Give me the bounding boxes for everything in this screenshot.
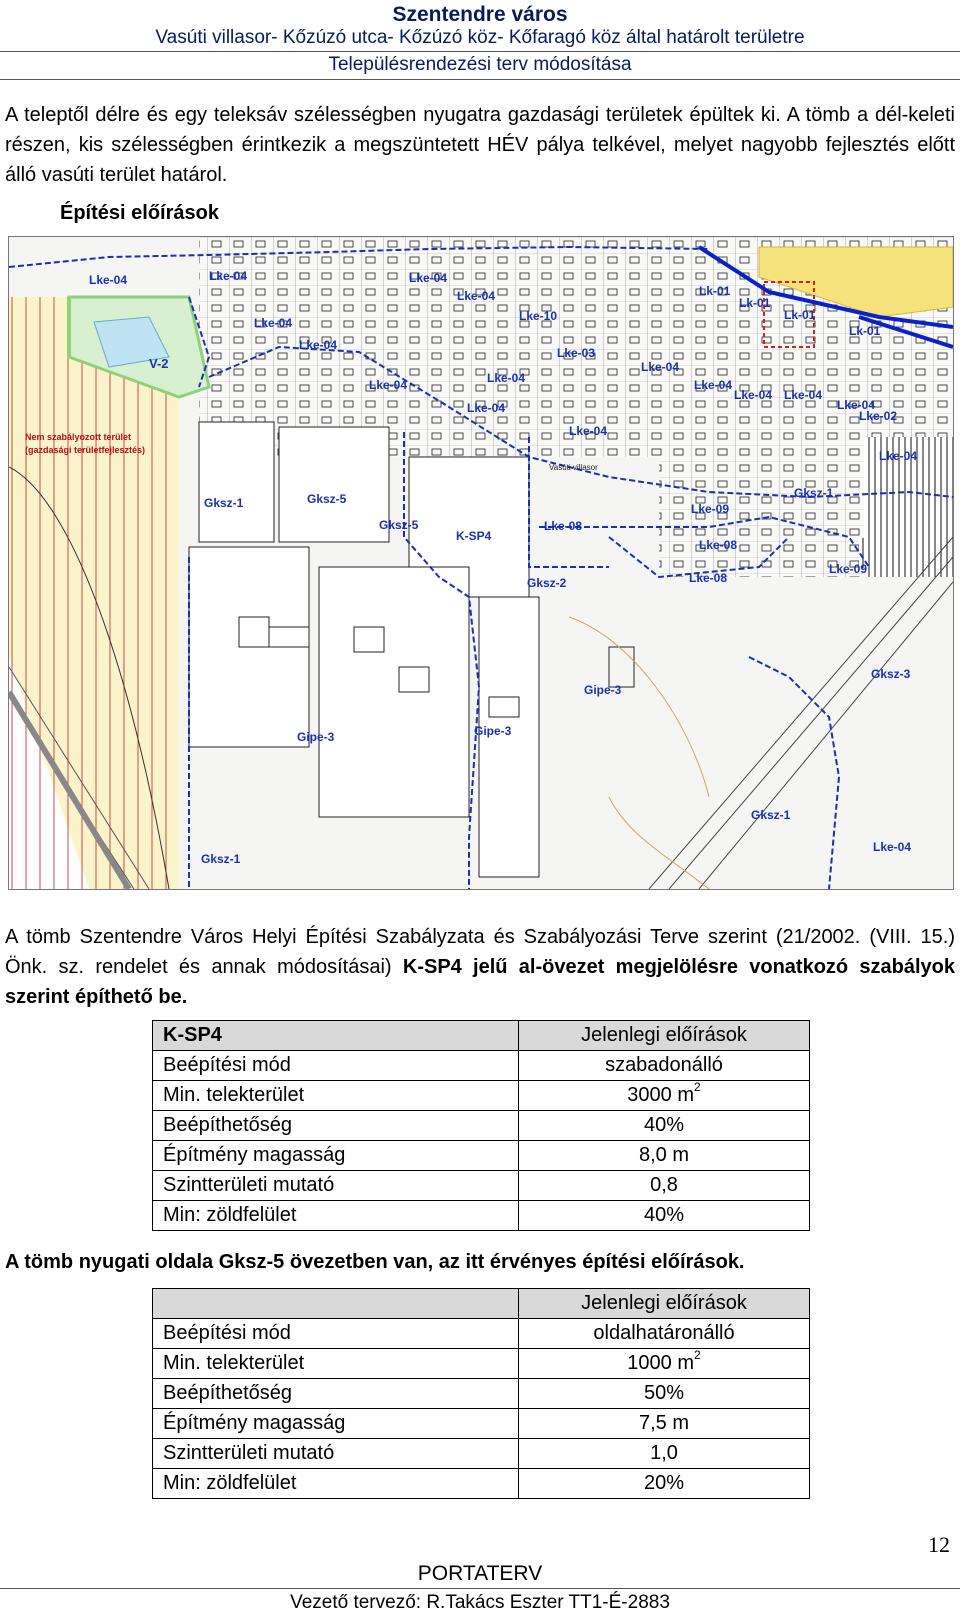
document-title: Szentendre város xyxy=(392,3,568,26)
table-cell-value: 40% xyxy=(519,1111,810,1141)
value-superscript: 2 xyxy=(694,1348,701,1362)
table-cell-value: 1,0 xyxy=(519,1439,810,1469)
table-cell-value: oldalhatáronálló xyxy=(519,1319,810,1349)
footer-designer: Vezető tervező: R.Takács Eszter TT1-É-2883 xyxy=(290,1592,670,1613)
map-label: Lk-01 xyxy=(849,324,881,338)
map-label: Lk-01 xyxy=(699,284,731,298)
value-text: 3000 m xyxy=(627,1084,695,1106)
table-cell-label: Építmény magasság xyxy=(153,1409,519,1439)
map-label: Lke-04 xyxy=(873,840,912,854)
table-header-row xyxy=(153,1289,810,1319)
map-label: Lke-04 xyxy=(641,360,680,374)
footer-company: PORTATERV xyxy=(417,1562,543,1585)
footer-divider xyxy=(0,1588,960,1589)
table-row xyxy=(153,1319,810,1349)
map-label: Lke-08 xyxy=(699,538,738,552)
regulation-paragraph xyxy=(5,922,955,1012)
map-label: Gipe-3 xyxy=(474,724,512,738)
map-label: K-SP4 xyxy=(456,529,492,543)
table-cell-label: Min. telekterület xyxy=(153,1349,519,1379)
map-label: Lke-04 xyxy=(209,269,248,283)
table-cell-label: Min: zöldfelület xyxy=(153,1201,519,1231)
table-cell-label: Építmény magasság xyxy=(153,1141,519,1171)
table-row xyxy=(153,1201,810,1231)
map-label: Lke-04 xyxy=(254,316,293,330)
table-cell-value: 7,5 m xyxy=(519,1409,810,1439)
table-row xyxy=(153,1171,810,1201)
map-label: Gksz-1 xyxy=(794,486,834,500)
map-label: Lke-04 xyxy=(89,273,128,287)
section-heading: Építési előírások xyxy=(60,202,219,224)
map-label: Lke-08 xyxy=(689,571,728,585)
map-label: Lke-04 xyxy=(569,424,608,438)
document-subtitle: Vasúti villasor- Kőzúzó utca- Kőzúzó köz- Kőfaragó köz által határolt területre xyxy=(155,27,805,48)
table-row xyxy=(153,1349,810,1379)
map-label: Lke-04 xyxy=(487,371,526,385)
map-label: Lke-04 xyxy=(369,378,408,392)
document-type: Településrendezési terv módosítása xyxy=(328,54,632,75)
table-row xyxy=(153,1379,810,1409)
map-label: Lke-09 xyxy=(691,502,730,516)
table-cell-value: 20% xyxy=(519,1469,810,1499)
table-row xyxy=(153,1409,810,1439)
map-label: Lke-04 xyxy=(299,338,338,352)
table-cell-value: 0,8 xyxy=(519,1171,810,1201)
map-label: Gksz-1 xyxy=(751,808,791,822)
ksp4-regulation-table xyxy=(152,1020,810,1231)
table-header-zone: K-SP4 xyxy=(153,1021,519,1051)
regulation-emphasis: K-SP4 jelű al-övezet megjelölésre vonatkozó szabályok szerint építhető be. xyxy=(5,956,956,1008)
table-cell-label: Beépíthetőség xyxy=(153,1379,519,1409)
map-label: Lke-04 xyxy=(879,449,918,463)
table-cell-label: Szintterületi mutató xyxy=(153,1439,519,1469)
table-row xyxy=(153,1081,810,1111)
table-cell-value xyxy=(519,1349,810,1379)
table-header-current: Jelenlegi előírások xyxy=(519,1289,810,1319)
regulation-text: A tömb Szentendre Város Helyi Építési Szabályzata és Szabályozási Terve szerint (21/2002. (VIII. 15.) Önk. sz. rendelet és annak módosításai) xyxy=(5,926,955,978)
page-number: 12 xyxy=(928,1532,950,1557)
header-divider-2 xyxy=(0,79,960,80)
table-cell-label: Szintterületi mutató xyxy=(153,1171,519,1201)
table-cell-label: Beépíthetőség xyxy=(153,1111,519,1141)
table-row xyxy=(153,1469,810,1499)
map-label: Lke-04 xyxy=(837,398,876,412)
map-label: Nem szabályozott terület xyxy=(25,432,132,442)
table-cell-label: Min. telekterület xyxy=(153,1081,519,1111)
table-header-zone xyxy=(153,1289,519,1319)
table-cell-label: Min: zöldfelület xyxy=(153,1469,519,1499)
map-label: Gksz-5 xyxy=(307,492,347,506)
table-row xyxy=(153,1051,810,1081)
map-label: Lke-10 xyxy=(519,309,558,323)
map-label: Lke-04 xyxy=(467,401,506,415)
table-cell-value: 50% xyxy=(519,1379,810,1409)
zoning-map-drawing xyxy=(9,237,953,889)
map-label: Lk-01 xyxy=(784,308,816,322)
map-label: Gksz-3 xyxy=(871,667,911,681)
table-cell-value xyxy=(519,1081,810,1111)
map-label: Gksz-1 xyxy=(204,496,244,510)
table-cell-label: Beépítési mód xyxy=(153,1319,519,1349)
table-header-row xyxy=(153,1021,810,1051)
map-label: Lke-04 xyxy=(734,388,773,402)
map-label: Lke-09 xyxy=(829,562,868,576)
table-row xyxy=(153,1141,810,1171)
map-label: Lke-04 xyxy=(784,388,823,402)
map-label: Lke-08 xyxy=(544,519,583,533)
map-label: Lke-02 xyxy=(859,409,898,423)
map-label: Lke-04 xyxy=(457,289,496,303)
gksz5-regulation-table xyxy=(152,1288,810,1499)
header-divider xyxy=(0,51,960,52)
value-superscript: 2 xyxy=(694,1080,701,1094)
map-label: Gipe-3 xyxy=(584,683,622,697)
map-label: Gksz-1 xyxy=(201,852,241,866)
map-street-label: Vasúti villasor xyxy=(549,463,598,472)
map-label: Lke-04 xyxy=(409,271,448,285)
table-row xyxy=(153,1111,810,1141)
table-header-current: Jelenlegi előírások xyxy=(519,1021,810,1051)
map-label: Gksz-5 xyxy=(379,518,419,532)
value-text: 1000 m xyxy=(627,1352,695,1374)
map-label: Gipe-3 xyxy=(297,730,335,744)
map-label: Lk-01 xyxy=(739,296,771,310)
table-cell-value: 8,0 m xyxy=(519,1141,810,1171)
zoning-map xyxy=(8,236,954,890)
map-label: Lke-04 xyxy=(694,378,733,392)
gksz5-paragraph: A tömb nyugati oldala Gksz-5 övezetben van, az itt érvényes építési előírások. xyxy=(5,1251,745,1273)
map-label: Gksz-2 xyxy=(527,576,567,590)
intro-paragraph: A teleptől délre és egy teleksáv szélességben nyugatra gazdasági területek épültek ki. A tömb a dél-keleti részen, kis szélességben érintkezik a megszüntetett HÉV pálya telkével, melyet nagyobb fejlesztés előtt álló vasúti terület határol. xyxy=(5,104,955,186)
table-cell-label: Beépítési mód xyxy=(153,1051,519,1081)
map-label: (gazdasági területfejlesztés) xyxy=(25,445,146,455)
table-cell-value: szabadonálló xyxy=(519,1051,810,1081)
map-label: Lke-03 xyxy=(557,346,596,360)
table-row xyxy=(153,1439,810,1469)
map-label: V-2 xyxy=(149,356,169,371)
table-cell-value: 40% xyxy=(519,1201,810,1231)
